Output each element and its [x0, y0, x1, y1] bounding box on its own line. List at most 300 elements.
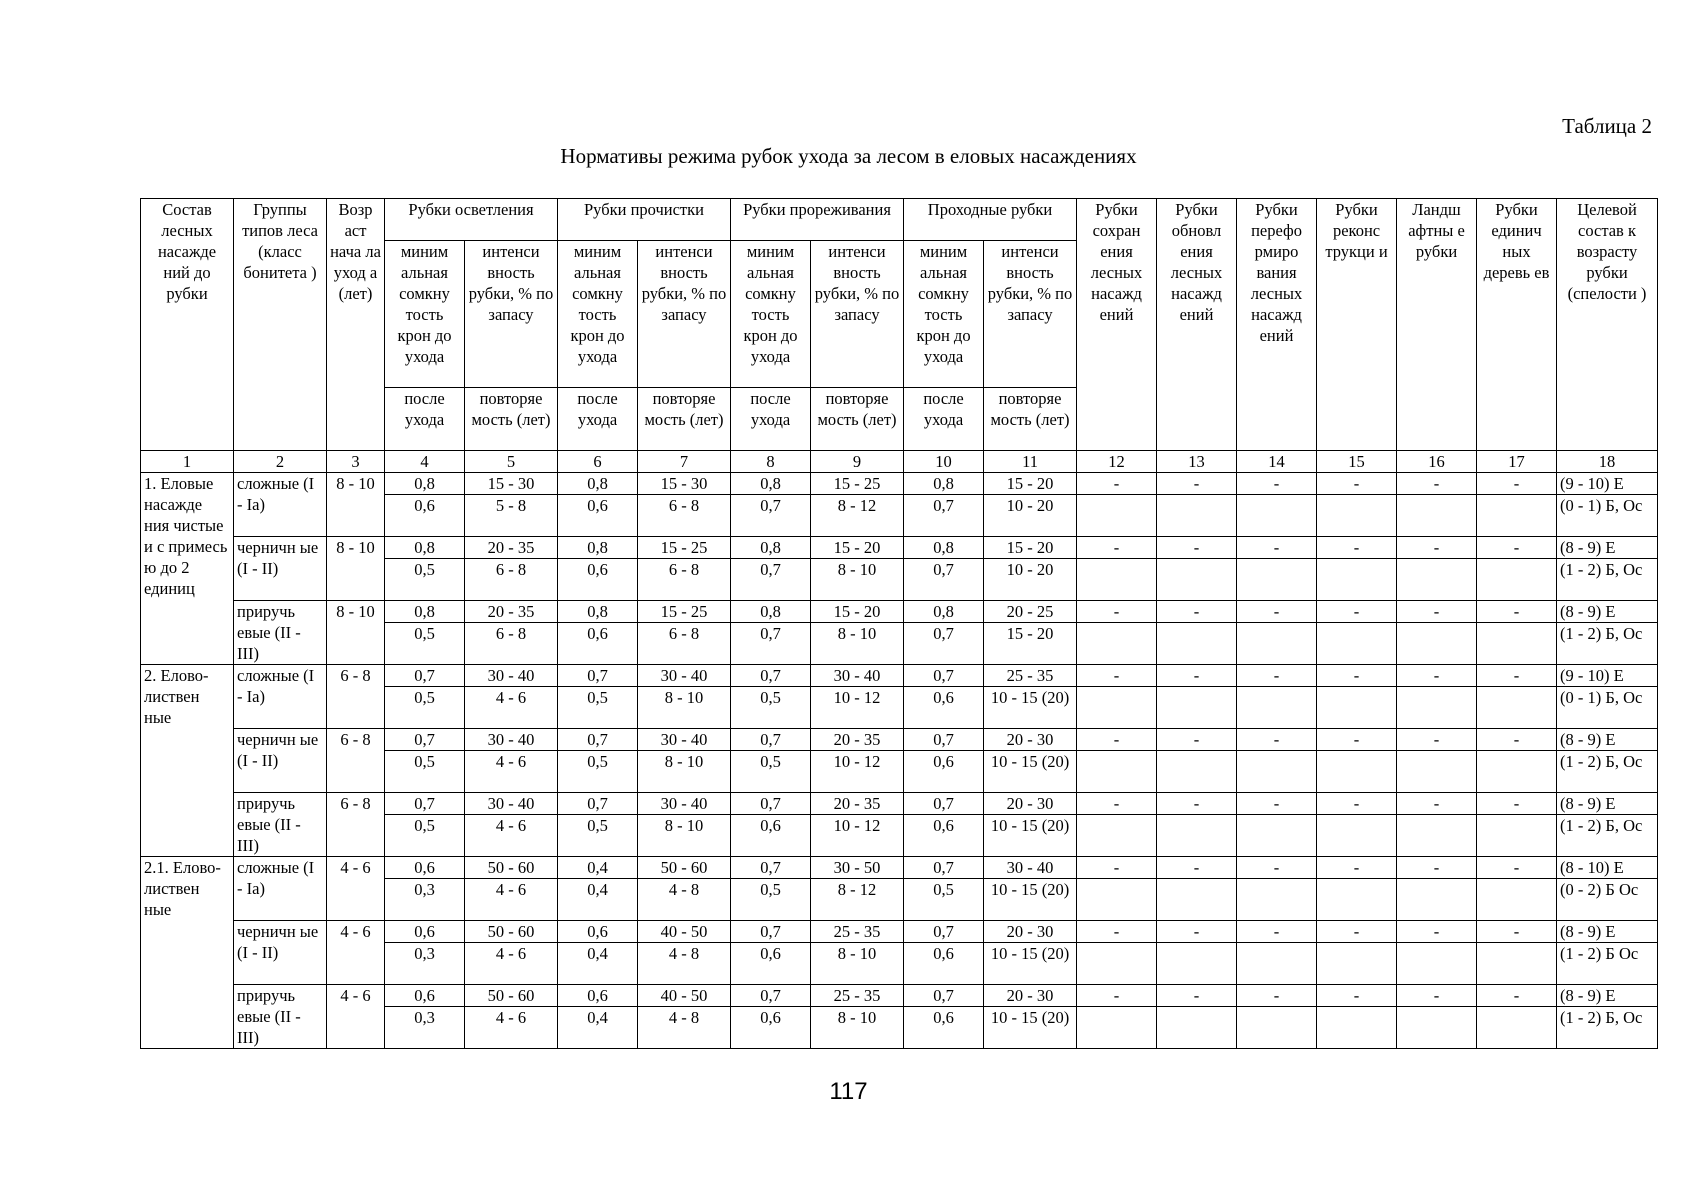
value-cell: 0,5: [558, 815, 638, 857]
value-cell: 0,7: [904, 665, 984, 687]
empty-cell: [1077, 623, 1157, 665]
value-cell: 0,7: [731, 985, 811, 1007]
dash-cell: -: [1317, 793, 1397, 815]
empty-cell: [1077, 495, 1157, 537]
target-composition: (0 - 1) Б, Ос: [1557, 687, 1658, 729]
value-cell: 0,7: [731, 729, 811, 751]
value-cell: 15 - 25: [811, 473, 904, 495]
forest-group-name: приручь евые (II - III): [234, 601, 327, 665]
value-cell: 10 - 12: [811, 687, 904, 729]
value-cell: 25 - 35: [984, 665, 1077, 687]
empty-cell: [1237, 1007, 1317, 1049]
value-cell: 0,6: [904, 943, 984, 985]
dash-cell: -: [1397, 665, 1477, 687]
value-cell: 0,7: [731, 495, 811, 537]
value-cell: 20 - 35: [811, 729, 904, 751]
dash-cell: -: [1077, 857, 1157, 879]
value-cell: 30 - 40: [465, 793, 558, 815]
forest-group-name: черничн ые (I - II): [234, 921, 327, 985]
header-forest-groups: Группы типов леса (класс бонитета ): [234, 199, 327, 451]
value-cell: 15 - 20: [811, 537, 904, 559]
empty-cell: [1157, 943, 1237, 985]
dash-cell: -: [1157, 729, 1237, 751]
table-row: [141, 729, 1658, 751]
value-cell: 0,5: [385, 687, 465, 729]
empty-cell: [1237, 623, 1317, 665]
care-start-age: 8 - 10: [327, 473, 385, 537]
table-body: [141, 473, 1658, 1049]
empty-cell: [1477, 751, 1557, 793]
empty-cell: [1237, 943, 1317, 985]
column-number: 5: [465, 451, 558, 473]
value-cell: 4 - 6: [465, 1007, 558, 1049]
target-composition: (8 - 9) Е: [1557, 537, 1658, 559]
dash-cell: -: [1317, 473, 1397, 495]
value-cell: 50 - 60: [638, 857, 731, 879]
care-start-age: 6 - 8: [327, 729, 385, 793]
value-cell: 0,7: [385, 793, 465, 815]
table-number: Таблица 2: [1562, 114, 1652, 138]
value-cell: 0,5: [558, 751, 638, 793]
target-composition: (1 - 2) Б, Ос: [1557, 751, 1658, 793]
value-cell: 4 - 8: [638, 1007, 731, 1049]
value-cell: 15 - 30: [465, 473, 558, 495]
dash-cell: -: [1317, 921, 1397, 943]
target-composition: (1 - 2) Б, Ос: [1557, 559, 1658, 601]
value-cell: 8 - 10: [638, 687, 731, 729]
column-number: 14: [1237, 451, 1317, 473]
header-felling-thinning: Рубки прореживания: [731, 199, 904, 241]
value-cell: 8 - 10: [811, 943, 904, 985]
value-cell: 50 - 60: [465, 985, 558, 1007]
header-felling-preservation: Рубки сохран ения лесных насажд ений: [1077, 199, 1157, 451]
dash-cell: -: [1397, 537, 1477, 559]
value-cell: 4 - 6: [465, 815, 558, 857]
value-cell: 0,6: [731, 815, 811, 857]
column-number: 17: [1477, 451, 1557, 473]
value-cell: 30 - 40: [638, 665, 731, 687]
value-cell: 0,7: [904, 623, 984, 665]
value-cell: 50 - 60: [465, 921, 558, 943]
dash-cell: -: [1077, 665, 1157, 687]
empty-cell: [1317, 1007, 1397, 1049]
column-number: 2: [234, 451, 327, 473]
column-number: 11: [984, 451, 1077, 473]
table-title: Нормативы режима рубок ухода за лесом в еловых насаждениях: [560, 144, 1137, 168]
header-intensity: интенси вность рубки, % по запасу: [984, 241, 1077, 388]
target-composition: (1 - 2) Б, Ос: [1557, 1007, 1658, 1049]
dash-cell: -: [1237, 921, 1317, 943]
dash-cell: -: [1317, 729, 1397, 751]
value-cell: 10 - 15 (20): [984, 751, 1077, 793]
dash-cell: -: [1077, 793, 1157, 815]
value-cell: 10 - 20: [984, 495, 1077, 537]
value-cell: 15 - 30: [638, 473, 731, 495]
column-number: 3: [327, 451, 385, 473]
header-min-density: миним альная сомкну тость крон до ухода: [385, 241, 465, 388]
empty-cell: [1477, 815, 1557, 857]
value-cell: 6 - 8: [465, 559, 558, 601]
dash-cell: -: [1237, 473, 1317, 495]
value-cell: 0,8: [558, 537, 638, 559]
empty-cell: [1317, 687, 1397, 729]
empty-cell: [1477, 559, 1557, 601]
page-number: 117: [829, 1078, 868, 1105]
dash-cell: -: [1397, 921, 1477, 943]
empty-cell: [1397, 751, 1477, 793]
value-cell: 0,6: [385, 921, 465, 943]
table-row: [141, 665, 1658, 687]
dash-cell: -: [1477, 729, 1557, 751]
empty-cell: [1077, 1007, 1157, 1049]
value-cell: 0,3: [385, 879, 465, 921]
target-composition: (1 - 2) Б, Ос: [1557, 815, 1658, 857]
empty-cell: [1477, 1007, 1557, 1049]
value-cell: 0,8: [558, 473, 638, 495]
column-number: 12: [1077, 451, 1157, 473]
empty-cell: [1477, 623, 1557, 665]
value-cell: 30 - 40: [638, 793, 731, 815]
target-composition: (8 - 9) Е: [1557, 921, 1658, 943]
value-cell: 6 - 8: [638, 559, 731, 601]
value-cell: 15 - 20: [811, 601, 904, 623]
value-cell: 8 - 10: [811, 623, 904, 665]
value-cell: 0,7: [731, 559, 811, 601]
forest-group-name: сложные (I - Ia): [234, 473, 327, 537]
column-number: 13: [1157, 451, 1237, 473]
empty-cell: [1157, 559, 1237, 601]
table-row: [141, 601, 1658, 623]
value-cell: 0,8: [731, 537, 811, 559]
value-cell: 0,7: [558, 793, 638, 815]
value-cell: 4 - 8: [638, 943, 731, 985]
table-row: [141, 473, 1658, 495]
value-cell: 0,6: [904, 1007, 984, 1049]
empty-cell: [1477, 879, 1557, 921]
dash-cell: -: [1317, 857, 1397, 879]
value-cell: 0,8: [904, 473, 984, 495]
section-label: 2. Елово- листвен ные: [141, 665, 234, 857]
forest-group-name: сложные (I - Ia): [234, 857, 327, 921]
empty-cell: [1317, 879, 1397, 921]
header-after-care: после ухода: [731, 388, 811, 451]
empty-cell: [1477, 495, 1557, 537]
value-cell: 0,3: [385, 1007, 465, 1049]
value-cell: 10 - 15 (20): [984, 1007, 1077, 1049]
dash-cell: -: [1237, 537, 1317, 559]
section-label: 1. Еловые насажде ния чистые и с примесь ю до 2 единиц: [141, 473, 234, 665]
header-repeat: повторяе мость (лет): [811, 388, 904, 451]
dash-cell: -: [1157, 601, 1237, 623]
target-composition: (0 - 2) Б Ос: [1557, 879, 1658, 921]
empty-cell: [1237, 751, 1317, 793]
empty-cell: [1397, 559, 1477, 601]
column-number: 8: [731, 451, 811, 473]
value-cell: 20 - 35: [465, 601, 558, 623]
value-cell: 0,4: [558, 943, 638, 985]
value-cell: 0,6: [731, 943, 811, 985]
value-cell: 0,5: [385, 815, 465, 857]
header-target-composition: Целевой состав к возрасту рубки (спелости ): [1557, 199, 1658, 451]
value-cell: 0,6: [904, 687, 984, 729]
value-cell: 0,5: [385, 559, 465, 601]
norms-table: [140, 198, 1658, 1049]
value-cell: 30 - 40: [465, 729, 558, 751]
care-start-age: 4 - 6: [327, 857, 385, 921]
column-number-row: [141, 451, 1658, 473]
value-cell: 0,8: [558, 601, 638, 623]
empty-cell: [1317, 751, 1397, 793]
table-row: [141, 921, 1658, 943]
header-felling-reconstruction: Рубки реконс трукци и: [1317, 199, 1397, 451]
empty-cell: [1157, 495, 1237, 537]
value-cell: 0,4: [558, 879, 638, 921]
target-composition: (8 - 10) Е: [1557, 857, 1658, 879]
value-cell: 0,8: [904, 537, 984, 559]
value-cell: 0,6: [385, 857, 465, 879]
empty-cell: [1077, 879, 1157, 921]
forest-group-name: приручь евые (II - III): [234, 793, 327, 857]
empty-cell: [1317, 495, 1397, 537]
value-cell: 10 - 12: [811, 751, 904, 793]
value-cell: 0,7: [904, 793, 984, 815]
empty-cell: [1397, 687, 1477, 729]
value-cell: 25 - 35: [811, 985, 904, 1007]
empty-cell: [1317, 943, 1397, 985]
column-number: 7: [638, 451, 731, 473]
value-cell: 0,6: [385, 985, 465, 1007]
dash-cell: -: [1077, 473, 1157, 495]
header-felling-renewal: Рубки обновл ения лесных насажд ений: [1157, 199, 1237, 451]
value-cell: 8 - 10: [811, 1007, 904, 1049]
value-cell: 0,8: [731, 601, 811, 623]
value-cell: 0,5: [385, 623, 465, 665]
value-cell: 0,7: [904, 985, 984, 1007]
table-row: [141, 793, 1658, 815]
section-label: 2.1. Елово- листвен ные: [141, 857, 234, 1049]
value-cell: 0,7: [385, 729, 465, 751]
empty-cell: [1077, 559, 1157, 601]
dash-cell: -: [1157, 921, 1237, 943]
dash-cell: -: [1237, 601, 1317, 623]
value-cell: 50 - 60: [465, 857, 558, 879]
dash-cell: -: [1157, 537, 1237, 559]
target-composition: (9 - 10) Е: [1557, 473, 1658, 495]
value-cell: 0,7: [731, 623, 811, 665]
value-cell: 20 - 30: [984, 729, 1077, 751]
value-cell: 4 - 8: [638, 879, 731, 921]
empty-cell: [1077, 751, 1157, 793]
value-cell: 0,8: [731, 473, 811, 495]
table-row: [141, 537, 1658, 559]
table-row: [141, 985, 1658, 1007]
dash-cell: -: [1477, 793, 1557, 815]
value-cell: 8 - 10: [638, 815, 731, 857]
empty-cell: [1317, 815, 1397, 857]
empty-cell: [1077, 943, 1157, 985]
dash-cell: -: [1477, 985, 1557, 1007]
value-cell: 4 - 6: [465, 943, 558, 985]
empty-cell: [1157, 879, 1237, 921]
target-composition: (0 - 1) Б, Ос: [1557, 495, 1658, 537]
value-cell: 4 - 6: [465, 687, 558, 729]
value-cell: 30 - 40: [811, 665, 904, 687]
value-cell: 0,4: [558, 857, 638, 879]
value-cell: 0,7: [731, 857, 811, 879]
forest-group-name: черничн ые (I - II): [234, 537, 327, 601]
value-cell: 10 - 12: [811, 815, 904, 857]
header-age-start: Возр аст нача ла уход а (лет): [327, 199, 385, 451]
column-number: 15: [1317, 451, 1397, 473]
value-cell: 6 - 8: [638, 623, 731, 665]
dash-cell: -: [1077, 537, 1157, 559]
header-min-density: миним альная сомкну тость крон до ухода: [558, 241, 638, 388]
empty-cell: [1477, 687, 1557, 729]
empty-cell: [1397, 1007, 1477, 1049]
empty-cell: [1397, 943, 1477, 985]
forest-group-name: черничн ые (I - II): [234, 729, 327, 793]
value-cell: 15 - 20: [984, 473, 1077, 495]
header-felling-single-trees: Рубки единич ных деревь ев: [1477, 199, 1557, 451]
value-cell: 6 - 8: [465, 623, 558, 665]
column-number: 16: [1397, 451, 1477, 473]
value-cell: 0,8: [385, 601, 465, 623]
value-cell: 20 - 35: [465, 537, 558, 559]
care-start-age: 8 - 10: [327, 601, 385, 665]
empty-cell: [1157, 687, 1237, 729]
value-cell: 15 - 20: [984, 623, 1077, 665]
value-cell: 0,5: [731, 687, 811, 729]
dash-cell: -: [1397, 985, 1477, 1007]
care-start-age: 8 - 10: [327, 537, 385, 601]
value-cell: 0,5: [731, 751, 811, 793]
dash-cell: -: [1317, 601, 1397, 623]
value-cell: 0,6: [558, 495, 638, 537]
value-cell: 30 - 40: [984, 857, 1077, 879]
header-after-care: после ухода: [558, 388, 638, 451]
empty-cell: [1237, 879, 1317, 921]
value-cell: 10 - 15 (20): [984, 815, 1077, 857]
empty-cell: [1157, 623, 1237, 665]
column-number: 1: [141, 451, 234, 473]
value-cell: 6 - 8: [638, 495, 731, 537]
forest-group-name: сложные (I - Ia): [234, 665, 327, 729]
value-cell: 0,5: [558, 687, 638, 729]
value-cell: 30 - 50: [811, 857, 904, 879]
care-start-age: 6 - 8: [327, 665, 385, 729]
value-cell: 0,5: [731, 879, 811, 921]
dash-cell: -: [1077, 921, 1157, 943]
value-cell: 10 - 15 (20): [984, 687, 1077, 729]
target-composition: (8 - 9) Е: [1557, 985, 1658, 1007]
value-cell: 10 - 20: [984, 559, 1077, 601]
value-cell: 10 - 15 (20): [984, 879, 1077, 921]
value-cell: 15 - 25: [638, 537, 731, 559]
dash-cell: -: [1317, 985, 1397, 1007]
empty-cell: [1237, 815, 1317, 857]
value-cell: 20 - 30: [984, 793, 1077, 815]
dash-cell: -: [1477, 921, 1557, 943]
value-cell: 0,6: [904, 815, 984, 857]
empty-cell: [1157, 751, 1237, 793]
value-cell: 0,7: [558, 665, 638, 687]
header-intensity: интенси вность рубки, % по запасу: [465, 241, 558, 388]
value-cell: 25 - 35: [811, 921, 904, 943]
header-felling-reformation: Рубки перефо рмиро вания лесных насажд ений: [1237, 199, 1317, 451]
value-cell: 8 - 10: [638, 751, 731, 793]
header-felling-cleaning: Рубки прочистки: [558, 199, 731, 241]
value-cell: 0,8: [904, 601, 984, 623]
header-felling-lightening: Рубки осветления: [385, 199, 558, 241]
empty-cell: [1397, 815, 1477, 857]
value-cell: 0,7: [731, 793, 811, 815]
dash-cell: -: [1397, 729, 1477, 751]
value-cell: 20 - 30: [984, 921, 1077, 943]
header-after-care: после ухода: [904, 388, 984, 451]
column-number: 6: [558, 451, 638, 473]
header-repeat: повторяе мость (лет): [465, 388, 558, 451]
value-cell: 8 - 10: [811, 559, 904, 601]
column-number: 4: [385, 451, 465, 473]
value-cell: 0,7: [385, 665, 465, 687]
value-cell: 0,6: [558, 985, 638, 1007]
target-composition: (1 - 2) Б Ос: [1557, 943, 1658, 985]
value-cell: 40 - 50: [638, 985, 731, 1007]
dash-cell: -: [1237, 985, 1317, 1007]
header-composition: Состав лесных насажде ний до рубки: [141, 199, 234, 451]
column-number: 9: [811, 451, 904, 473]
value-cell: 20 - 25: [984, 601, 1077, 623]
empty-cell: [1237, 559, 1317, 601]
dash-cell: -: [1237, 793, 1317, 815]
empty-cell: [1397, 879, 1477, 921]
empty-cell: [1397, 495, 1477, 537]
dash-cell: -: [1157, 857, 1237, 879]
dash-cell: -: [1077, 985, 1157, 1007]
header-after-care: после ухода: [385, 388, 465, 451]
value-cell: 30 - 40: [465, 665, 558, 687]
empty-cell: [1477, 943, 1557, 985]
value-cell: 0,7: [904, 495, 984, 537]
header-intensity: интенси вность рубки, % по запасу: [638, 241, 731, 388]
header-min-density: миним альная сомкну тость крон до ухода: [731, 241, 811, 388]
value-cell: 30 - 40: [638, 729, 731, 751]
value-cell: 0,6: [558, 559, 638, 601]
dash-cell: -: [1157, 985, 1237, 1007]
value-cell: 0,4: [558, 1007, 638, 1049]
value-cell: 4 - 6: [465, 879, 558, 921]
value-cell: 0,6: [558, 623, 638, 665]
value-cell: 0,7: [904, 857, 984, 879]
value-cell: 40 - 50: [638, 921, 731, 943]
value-cell: 0,5: [385, 751, 465, 793]
value-cell: 0,7: [904, 729, 984, 751]
header-felling-passage: Проходные рубки: [904, 199, 1077, 241]
dash-cell: -: [1157, 793, 1237, 815]
value-cell: 0,7: [904, 921, 984, 943]
dash-cell: -: [1237, 729, 1317, 751]
empty-cell: [1317, 559, 1397, 601]
dash-cell: -: [1077, 729, 1157, 751]
dash-cell: -: [1317, 537, 1397, 559]
value-cell: 20 - 35: [811, 793, 904, 815]
dash-cell: -: [1157, 473, 1237, 495]
value-cell: 0,7: [558, 729, 638, 751]
dash-cell: -: [1397, 857, 1477, 879]
value-cell: 8 - 12: [811, 495, 904, 537]
empty-cell: [1077, 687, 1157, 729]
target-composition: (8 - 9) Е: [1557, 729, 1658, 751]
